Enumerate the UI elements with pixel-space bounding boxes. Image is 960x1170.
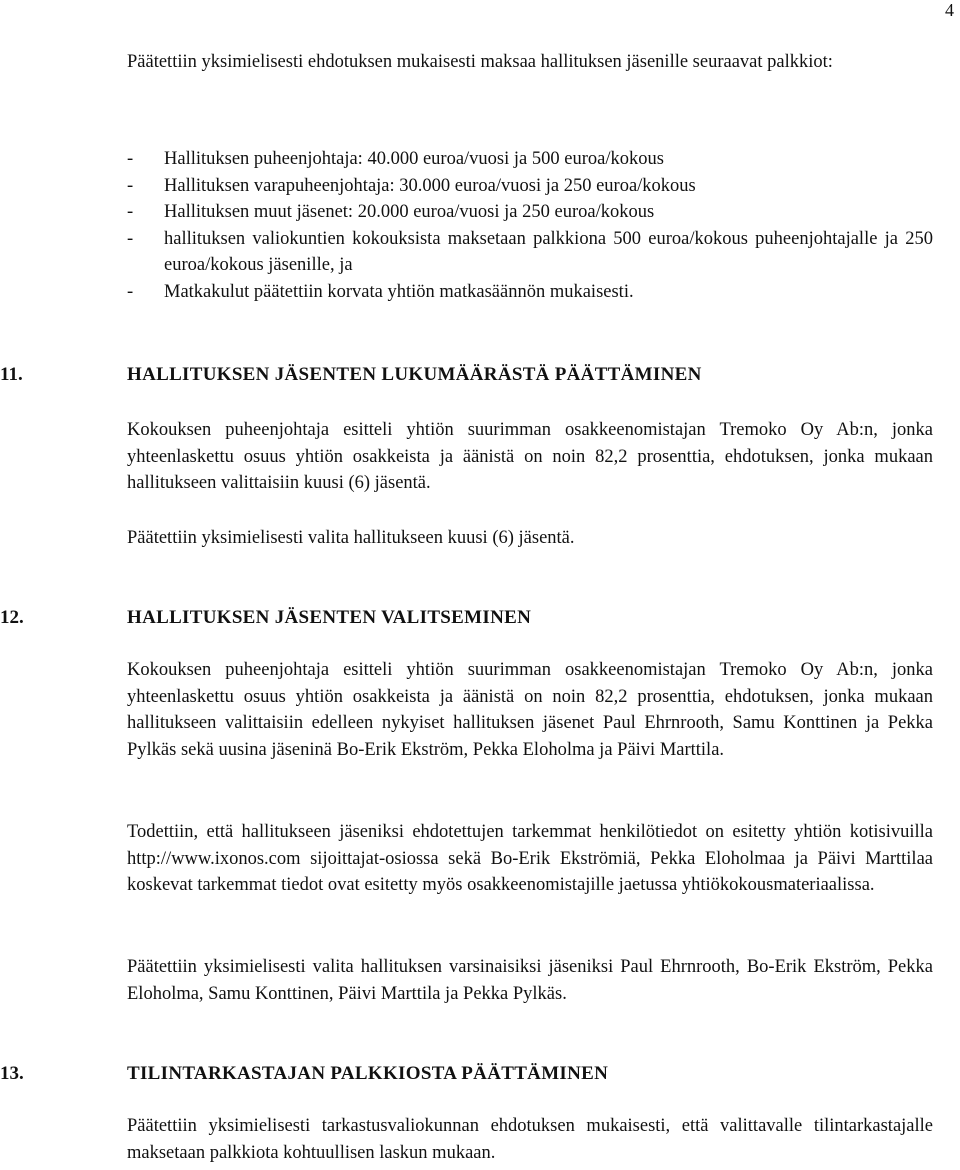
fee-list [127, 146, 933, 305]
section-number: 12. [0, 607, 24, 628]
list-item [127, 226, 933, 279]
list-dash: - [127, 228, 134, 249]
section-11-paragraph-2: Päätettiin yksimielisesti valita hallitukseen kuusi (6) jäsentä. [127, 528, 575, 548]
section-11-paragraph-1: Kokouksen puheenjohtaja esitteli yhtiön suurimman osakkeenomistajan Tremoko Oy Ab:n, jonka yhteenlaskettu osuus yhtiön osakkeista ja äänistä on noin 82,2 prosenttia, ehdotuksen, jonka mukaan hallitukseen valittaisiin kuusi (6) jäsentä. [127, 420, 933, 493]
list-item [127, 146, 933, 173]
list-item [127, 199, 933, 226]
list-item-text: Hallituksen puheenjohtaja: 40.000 euroa/vuosi ja 500 euroa/kokous [164, 149, 664, 169]
list-dash: - [127, 149, 134, 169]
section-title: HALLITUKSEN JÄSENTEN LUKUMÄÄRÄSTÄ PÄÄTTÄMINEN [127, 364, 702, 385]
list-item-text: Hallituksen muut jäsenet: 20.000 euroa/vuosi ja 250 euroa/kokous [164, 202, 655, 222]
list-item-text: Hallituksen varapuheenjohtaja: 30.000 euroa/vuosi ja 250 euroa/kokous [164, 175, 696, 196]
page-number: 4 [945, 0, 954, 20]
list-item [127, 279, 933, 306]
list-item-text: Matkakulut päätettiin korvata yhtiön matkasäännön mukaisesti. [164, 281, 634, 302]
section-title: HALLITUKSEN JÄSENTEN VALITSEMINEN [127, 607, 532, 628]
section-title: TILINTARKASTAJAN PALKKIOSTA PÄÄTTÄMINEN [127, 1063, 609, 1084]
list-dash: - [127, 175, 134, 196]
intro-paragraph: Päätettiin yksimielisesti ehdotuksen mukaisesti maksaa hallituksen jäsenille seuraavat palkkiot: [127, 52, 833, 72]
section-number: 11. [0, 364, 23, 385]
section-12-paragraph-3: Päätettiin yksimielisesti valita hallituksen varsinaisiksi jäseniksi Paul Ehrnrooth, Bo-Erik Ekström, Pekka Eloholma, Samu Konttinen, Päivi Marttila ja Pekka Pylkäs. [127, 957, 933, 1004]
list-item [127, 173, 933, 200]
section-12-paragraph-2: Todettiin, että hallitukseen jäseniksi ehdotettujen tarkemmat henkilötiedot on esitetty yhtiön kotisivuilla http://www.ixonos.com sijoittajat-osiossa sekä Bo-Erik Ekströmiä, Pekka Eloholmaa ja Päivi Marttilaa koskevat tarkemmat tiedot ovat esitetty myös osakkeenomistajille jaetussa yhtiökokousmateriaalissa. [127, 822, 933, 895]
section-12-paragraph-1: Kokouksen puheenjohtaja esitteli yhtiön suurimman osakkeenomistajan Tremoko Oy Ab:n, jonka yhteenlaskettu osuus yhtiön osakkeista ja äänistä on noin 82,2 prosenttia, ehdotuksen, jonka mukaan hallitukseen valittaisiin edelleen nykyiset hallituksen jäsenet Paul Ehrnrooth, Samu Konttinen ja Pekka Pylkäs sekä uusina jäseninä Bo-Erik Ekström, Pekka Eloholma ja Päivi Marttila. [127, 660, 933, 760]
section-number: 13. [0, 1063, 24, 1084]
list-dash: - [127, 281, 134, 302]
section-13-paragraph-1: Päätettiin yksimielisesti tarkastusvaliokunnan ehdotuksen mukaisesti, että valittavalle tilintarkastajalle maksetaan palkkiota kohtuullisen laskun mukaan. [127, 1116, 933, 1163]
list-item-text: hallituksen valiokuntien kokouksista maksetaan palkkiona 500 euroa/kokous puheenjohtajalle ja 250 euroa/kokous jäsenille, ja [164, 228, 933, 275]
list-dash: - [127, 202, 134, 222]
